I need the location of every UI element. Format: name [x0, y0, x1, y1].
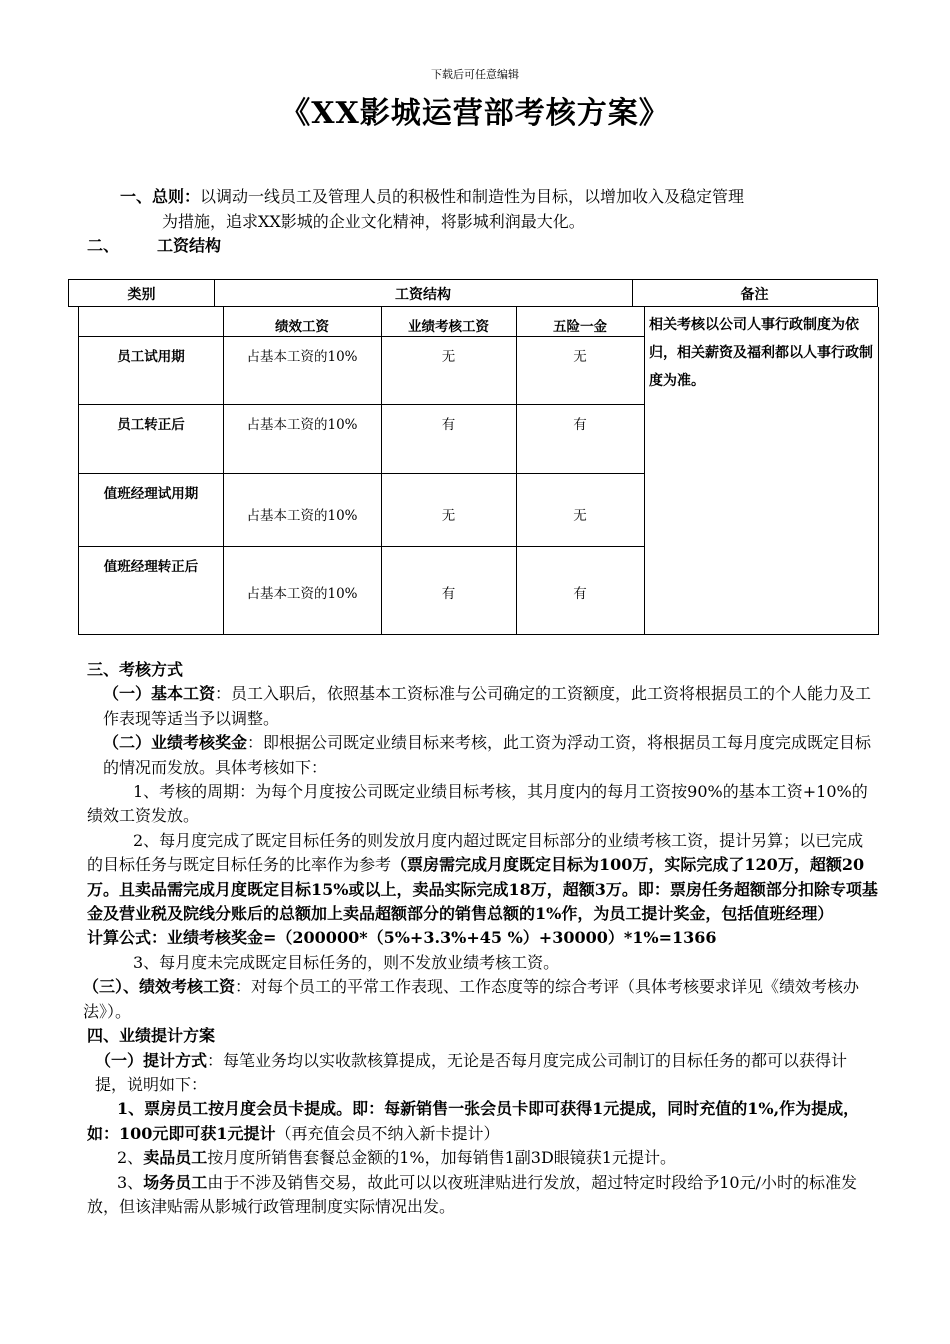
row1-insurance: 无 — [573, 349, 587, 365]
performance-salary-text: ：对每个员工的平常工作表现、工作态度等的综合考评（具体考核要求详见《绩效考核办法》）。 — [83, 977, 860, 1021]
commission-method-label: （一）提计方式 — [95, 1050, 208, 1070]
table-remark: 相关考核以公司人事行政制度为依归，相关薪资及福利都以人事行政制度为准。 — [649, 317, 873, 389]
row2-performance: 占基本工资的10% — [246, 417, 358, 433]
item2-bold: （票房需完成月度既定目标为100万，实际完成了120万，超额20万。且卖品需完成月度既定目标15%或以上，卖品实际完成18万，超额3万。即：票房任务超额部分扣除专项基金及营业税及院线分账后的总额加上卖品超额部分的销售总额的1%作，为员工提计奖金，包括值班经理） — [87, 855, 878, 924]
section-general-text-2: 为措施，追求XX影城的企业文化精神，将影城利润最大化。 — [162, 212, 585, 231]
section-general — [120, 184, 875, 234]
section-assessment — [83, 658, 879, 1219]
row3-kpi: 无 — [441, 508, 456, 524]
row3-performance: 占基本工资的10% — [246, 508, 358, 524]
assessment-item-2 — [87, 829, 879, 927]
header-salary-structure: 工资结构 — [395, 287, 451, 303]
section-salary-number: 二、 — [87, 236, 120, 255]
page-title: 《XX影城运营部考核方案》 — [280, 96, 670, 131]
section-general-label: 一、总则： — [120, 187, 201, 206]
kpi-bonus-label: （二）业绩考核奖金 — [103, 733, 248, 753]
commission-item2-plain: 按月度所销售套餐总金额的1%，加每销售1副3D眼镜获1元提计。 — [207, 1148, 676, 1168]
performance-salary-label: （三）、绩效考核工资 — [83, 977, 236, 997]
assessment-item-3: 3、每月度未完成既定目标任务的，则不发放业绩考核工资。 — [133, 952, 560, 972]
commission-item2-prefix: 2、 — [117, 1148, 144, 1168]
assessment-item-1: 1、考核的周期：为每个月度按公司既定业绩目标考核，其月度内的每月工资按90%的基本工资+10%的绩效工资发放。 — [87, 782, 868, 826]
commission-item-2 — [87, 1146, 879, 1170]
top-note: 下载后可任意编辑 — [431, 68, 519, 81]
row3-insurance: 无 — [573, 508, 587, 524]
section-commission-title: 四、业绩提计方案 — [87, 1026, 216, 1046]
section-general-text-1: 以调动一线员工及管理人员的积极性和制造性为目标，以增加收入及稳定管理 — [200, 187, 745, 206]
row4-performance: 占基本工资的10% — [246, 586, 358, 602]
section-salary-title: 工资结构 — [157, 236, 222, 255]
header-category: 类别 — [127, 287, 156, 303]
commission-method — [87, 1049, 879, 1098]
row4-insurance: 有 — [573, 586, 587, 602]
header-remark: 备注 — [740, 287, 769, 303]
section-salary-heading — [87, 233, 877, 258]
row4-kpi: 有 — [441, 586, 456, 602]
section-assessment-title: 三、考核方式 — [87, 660, 184, 679]
row4-category: 值班经理转正后 — [103, 559, 199, 575]
row2-category: 员工转正后 — [117, 417, 185, 433]
basic-salary-text: ：员工入职后，依照基本工资标准与公司确定的工资额度，此工资将根据员工的个人能力及工作表现等适当予以调整。 — [103, 684, 872, 728]
assessment-formula: 计算公式：业绩考核奖金=（200000*（5%+3.3%+45 %）+30000）*1%=1366 — [87, 928, 717, 948]
commission-method-text: ：每笔业务均以实收款核算提成，无论是否每月度完成公司制订的目标任务的都可以获得计提，说明如下： — [95, 1050, 848, 1094]
commission-item3-prefix: 3、 — [117, 1172, 144, 1192]
subheader-kpi: 业绩考核工资 — [408, 319, 489, 335]
row1-kpi: 无 — [441, 349, 456, 365]
salary-table — [78, 307, 879, 635]
basic-salary-label: （一）基本工资 — [103, 684, 216, 704]
subheader-insurance: 五险一金 — [553, 319, 607, 335]
row1-performance: 占基本工资的10% — [246, 349, 358, 365]
assessment-performance-salary — [83, 975, 879, 1024]
commission-item3-plain: 由于不涉及销售交易，故此可以以夜班津贴进行发放，超过特定时段给予10元/小时的标准发放，但该津贴需从影城行政管理制度实际情况出发。 — [87, 1172, 857, 1216]
commission-item3-bold: 场务员工 — [143, 1172, 208, 1192]
row3-category: 值班经理试用期 — [103, 486, 199, 502]
commission-item1-bold: 1、票房员工按月度会员卡提成。即：每新销售一张会员卡即可获得1元提成，同时充值的1%,作为提成，如：100元即可获1元提计 — [87, 1099, 860, 1143]
commission-item2-bold: 卖品员工 — [143, 1148, 208, 1168]
kpi-bonus-text: ：即根据公司既定业绩目标来考核，此工资为浮动工资，将根据员工每月度完成既定目标的情况而发放。具体考核如下： — [103, 733, 872, 777]
commission-item1-plain: （再充值会员不纳入新卡提计） — [275, 1123, 500, 1143]
row2-kpi: 有 — [441, 417, 456, 433]
subheader-performance: 绩效工资 — [275, 319, 329, 335]
commission-item-1 — [87, 1097, 879, 1146]
salary-table-header — [68, 279, 878, 307]
commission-item-3 — [87, 1171, 879, 1220]
item2-plain: 2、每月度完成了既定目标任务的则发放月度内超过既定目标部分的业绩考核工资，提计另算；以已完成的目标任务与既定目标任务的比率作为参考 — [87, 830, 864, 875]
row1-category: 员工试用期 — [117, 349, 185, 365]
row2-insurance: 有 — [573, 417, 587, 433]
assessment-kpi-bonus — [87, 731, 879, 780]
assessment-basic-salary — [87, 682, 879, 731]
